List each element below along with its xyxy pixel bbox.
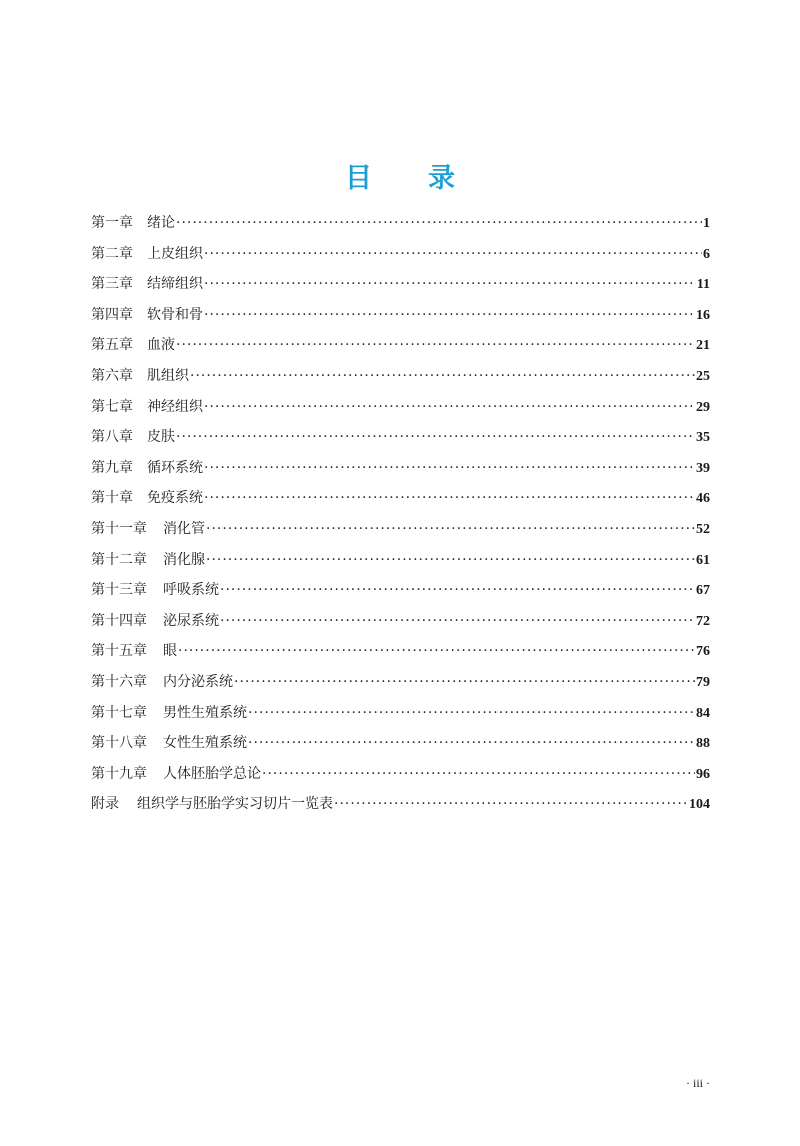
chapter-number: 第四章 <box>91 306 133 323</box>
toc-entry[interactable] <box>91 392 710 423</box>
chapter-number: 第六章 <box>91 367 133 384</box>
page-number: 6 <box>703 246 710 262</box>
toc-entry[interactable] <box>91 698 710 729</box>
page-number: 29 <box>696 399 710 415</box>
chapter-number: 第十六章 <box>91 673 147 690</box>
page-number: 79 <box>696 674 710 690</box>
chapter-number: 附录 <box>91 796 119 813</box>
chapter-number: 第十一章 <box>91 520 147 537</box>
chapter-number: 第二章 <box>91 245 133 262</box>
page-number: 72 <box>696 613 710 629</box>
page-number: 35 <box>696 430 710 446</box>
chapter-title: 内分泌系统 <box>163 673 233 690</box>
chapter-number: 第八章 <box>91 429 133 446</box>
dot-leader <box>204 392 695 423</box>
chapter-number: 第十章 <box>91 490 133 507</box>
toc-title-char-2: 录 <box>428 163 455 194</box>
dot-leader <box>220 575 695 606</box>
dot-leader <box>204 300 695 331</box>
chapter-title: 呼吸系统 <box>163 582 219 599</box>
dot-leader <box>204 483 695 514</box>
chapter-number: 第十八章 <box>91 735 147 752</box>
dot-leader <box>262 759 695 790</box>
toc-entry[interactable] <box>91 636 710 667</box>
toc-entry[interactable] <box>91 269 710 300</box>
chapter-title: 组织学与胚胎学实习切片一览表 <box>137 796 333 813</box>
toc-entry[interactable] <box>91 728 710 759</box>
dot-leader <box>176 330 695 361</box>
toc-title <box>0 156 800 195</box>
dot-leader <box>334 789 688 820</box>
chapter-number: 第十七章 <box>91 704 147 721</box>
chapter-title: 结缔组织 <box>147 276 203 293</box>
chapter-title: 神经组织 <box>147 398 203 415</box>
dot-leader <box>204 239 702 270</box>
chapter-title: 肌组织 <box>147 367 189 384</box>
toc-entry[interactable] <box>91 545 710 576</box>
dot-leader <box>204 453 695 484</box>
dot-leader <box>206 545 695 576</box>
toc-entry[interactable] <box>91 759 710 790</box>
dot-leader <box>190 361 695 392</box>
toc-entry[interactable] <box>91 239 710 270</box>
chapter-title: 血液 <box>147 337 175 354</box>
toc-entry[interactable] <box>91 208 710 239</box>
dot-leader <box>248 728 695 759</box>
page-number: 96 <box>696 766 710 782</box>
page-number: 61 <box>696 552 710 568</box>
dot-leader <box>204 269 696 300</box>
dot-leader <box>178 636 695 667</box>
page-number: 21 <box>696 338 710 354</box>
chapter-title: 循环系统 <box>147 459 203 476</box>
chapter-title: 绪论 <box>147 215 175 231</box>
chapter-title: 皮肤 <box>147 429 175 446</box>
toc-entry[interactable] <box>91 514 710 545</box>
dot-leader <box>176 208 702 239</box>
page-number: 76 <box>696 644 710 660</box>
toc-entry[interactable] <box>91 453 710 484</box>
chapter-title: 女性生殖系统 <box>163 735 247 752</box>
dot-leader <box>220 606 695 637</box>
page-number: 11 <box>696 277 710 293</box>
chapter-title: 泌尿系统 <box>163 612 219 629</box>
page-number: 39 <box>696 460 710 476</box>
toc-entry[interactable] <box>91 789 710 820</box>
dot-leader <box>206 514 695 545</box>
chapter-number: 第十二章 <box>91 551 147 568</box>
chapter-title: 消化腺 <box>163 551 205 568</box>
chapter-title: 眼 <box>163 643 177 660</box>
page-number: 1 <box>703 216 710 231</box>
chapter-title: 软骨和骨 <box>147 306 203 323</box>
page-number: 84 <box>696 705 710 721</box>
toc-entry[interactable] <box>91 667 710 698</box>
toc-entry[interactable] <box>91 483 710 514</box>
chapter-number: 第九章 <box>91 459 133 476</box>
footer-page-number: · iii · <box>686 1076 710 1090</box>
chapter-number: 第五章 <box>91 337 133 354</box>
chapter-title: 上皮组织 <box>147 245 203 262</box>
dot-leader <box>176 422 695 453</box>
chapter-number: 第十四章 <box>91 612 147 629</box>
chapter-number: 第十三章 <box>91 582 147 599</box>
toc-entry[interactable] <box>91 361 710 392</box>
dot-leader <box>234 667 695 698</box>
chapter-number: 第三章 <box>91 276 133 293</box>
chapter-title: 消化管 <box>163 520 205 537</box>
chapter-title: 男性生殖系统 <box>163 704 247 721</box>
toc-entry[interactable] <box>91 606 710 637</box>
toc-entry[interactable] <box>91 422 710 453</box>
toc-list <box>91 208 710 820</box>
chapter-number: 第一章 <box>91 215 133 231</box>
toc-entry[interactable] <box>91 330 710 361</box>
chapter-number: 第七章 <box>91 398 133 415</box>
chapter-number: 第十九章 <box>91 765 147 782</box>
toc-title-char-1: 目 <box>345 163 372 194</box>
chapter-number: 第十五章 <box>91 643 147 660</box>
chapter-title: 人体胚胎学总论 <box>163 765 261 782</box>
page-number: 25 <box>696 368 710 384</box>
toc-entry[interactable] <box>91 575 710 606</box>
chapter-title: 免疫系统 <box>147 490 203 507</box>
page-number: 46 <box>696 491 710 507</box>
page-number: 88 <box>696 736 710 752</box>
dot-leader <box>248 698 695 729</box>
page-number: 52 <box>696 521 710 537</box>
toc-entry[interactable] <box>91 300 710 331</box>
page-number: 104 <box>689 797 710 813</box>
page-number: 16 <box>696 307 710 323</box>
page-number: 67 <box>696 583 710 599</box>
